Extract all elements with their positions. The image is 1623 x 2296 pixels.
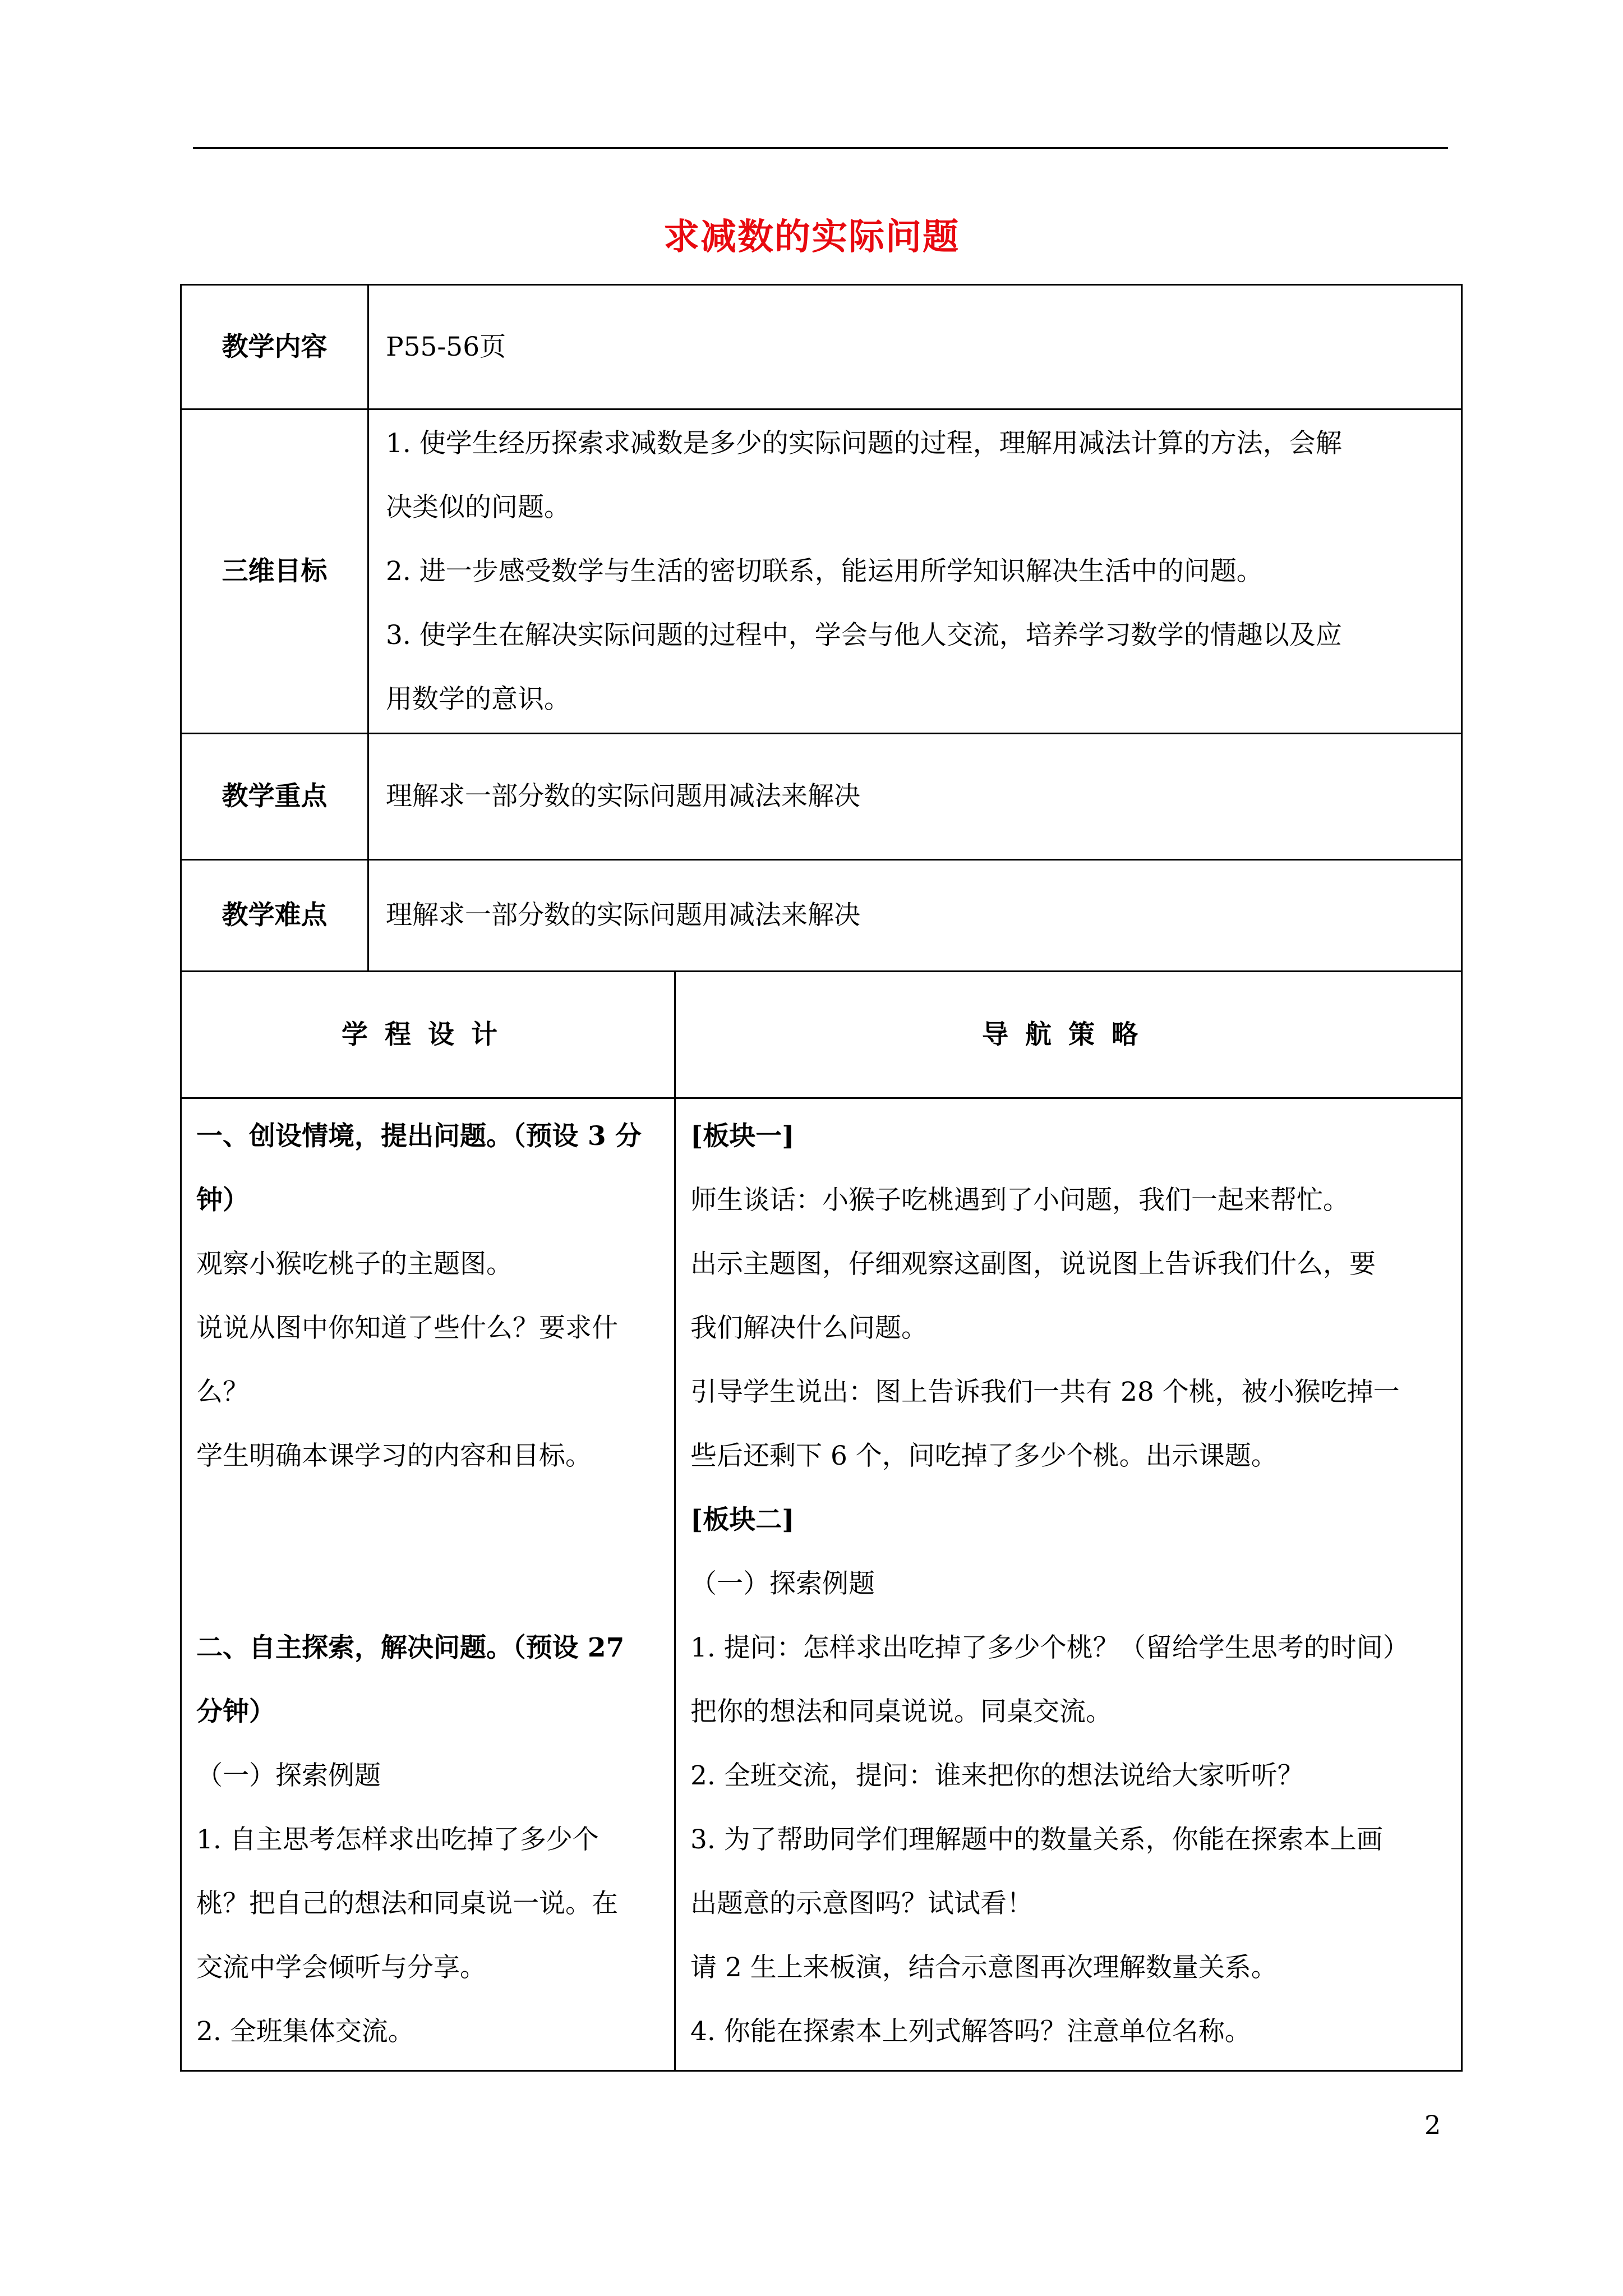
strategy-line: 2. 全班交流，提问：谁来把你的想法说给大家听听？ <box>690 1760 1304 1791</box>
page-number: 2 <box>1424 2110 1441 2140</box>
design-line: 交流中学会倾听与分享。 <box>196 1952 486 1983</box>
goal-line: 3. 使学生在解决实际问题的过程中，学会与他人交流，培养学习数学的情趣以及应 <box>386 619 1342 651</box>
strategy-line: 出示主题图，仔细观察这副图，说说图上告诉我们什么，要 <box>690 1249 1376 1280</box>
strategy-line: 我们解决什么问题。 <box>690 1313 928 1343</box>
row-goals <box>181 409 1462 734</box>
strategy-line: 4. 你能在探索本上列式解答吗？注意单位名称。 <box>690 2016 1251 2047</box>
goal-line: 1. 使学生经历探索求减数是多少的实际问题的过程，理解用减法计算的方法，会解 <box>386 427 1342 459</box>
strategy-line: 出题意的示意图吗？试试看！ <box>690 1888 1033 1919</box>
label-key-point: 教学重点 <box>181 734 368 860</box>
design-line: 说说从图中你知道了些什么？要求什 <box>196 1313 618 1343</box>
strategy-line: 请 2 生上来板演，结合示意图再次理解数量关系。 <box>690 1952 1278 1983</box>
design-line: 桃？把自己的想法和同桌说一说。在 <box>196 1888 618 1919</box>
row-design-body <box>181 1098 1462 2071</box>
value-difficulty: 理解求一部分数的实际问题用减法来解决 <box>368 860 1462 972</box>
strategy-line: 把你的想法和同桌说说。同桌交流。 <box>690 1696 1112 1727</box>
navigation-strategy-column <box>675 1098 1462 2071</box>
design-line: 观察小猴吃桃子的主题图。 <box>196 1249 513 1280</box>
section-heading: 分钟） <box>196 1696 275 1727</box>
block-heading: [板块二] <box>690 1504 795 1535</box>
strategy-line: 引导学生说出：图上告诉我们一共有 28 个桃，被小猴吃掉一 <box>690 1377 1400 1407</box>
design-line: 学生明确本课学习的内容和目标。 <box>196 1441 592 1471</box>
strategy-line: 1. 提问：怎样求出吃掉了多少个桃？（留给学生思考的时间） <box>690 1632 1409 1663</box>
lesson-plan-table <box>180 284 1463 2072</box>
row-key-point <box>181 734 1462 860</box>
design-line: 么？ <box>196 1377 249 1407</box>
section-heading: 钟） <box>196 1185 249 1216</box>
spacer-line <box>196 1552 664 1616</box>
design-line: （一）探索例题 <box>196 1760 381 1791</box>
goal-line: 用数学的意识。 <box>386 683 570 715</box>
design-line: 1. 自主思考怎样求出吃掉了多少个 <box>196 1824 599 1855</box>
value-goals <box>368 409 1462 734</box>
value-teaching-content: P55-56页 <box>368 285 1462 409</box>
document-title: 求减数的实际问题 <box>663 216 960 258</box>
strategy-line: 些后还剩下 6 个，问吃掉了多少个桃。出示课题。 <box>690 1441 1278 1471</box>
design-line: 2. 全班集体交流。 <box>196 2016 414 2047</box>
strategy-line: 3. 为了帮助同学们理解题中的数量关系，你能在探索本上画 <box>690 1824 1383 1855</box>
section-heading: 二、自主探索，解决问题。（预设 27 <box>196 1632 625 1663</box>
goal-line: 2. 进一步感受数学与生活的密切联系，能运用所学知识解决生活中的问题。 <box>386 555 1263 587</box>
label-goals: 三维目标 <box>181 409 368 734</box>
header-learning-design: 学程设计 <box>181 972 675 1098</box>
row-design-headers <box>181 972 1462 1098</box>
row-teaching-content <box>181 285 1462 409</box>
goal-line: 决类似的问题。 <box>386 491 570 523</box>
section-heading: 一、创设情境，提出问题。（预设 3 分 <box>196 1121 642 1152</box>
strategy-line: （一）探索例题 <box>690 1568 875 1599</box>
value-key-point: 理解求一部分数的实际问题用减法来解决 <box>368 734 1462 860</box>
block-heading: [板块一] <box>690 1121 795 1152</box>
spacer-line <box>196 1488 664 1552</box>
label-difficulty: 教学难点 <box>181 860 368 972</box>
label-teaching-content: 教学内容 <box>181 285 368 409</box>
row-difficulty <box>181 860 1462 972</box>
strategy-line: 师生谈话：小猴子吃桃遇到了小问题，我们一起来帮忙。 <box>690 1185 1349 1216</box>
header-rule <box>193 147 1448 149</box>
header-navigation-strategy: 导航策略 <box>675 972 1462 1098</box>
learning-design-column <box>181 1098 675 2071</box>
